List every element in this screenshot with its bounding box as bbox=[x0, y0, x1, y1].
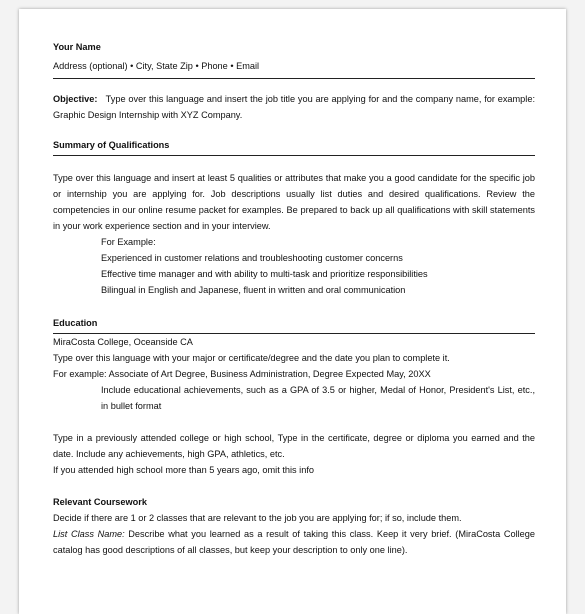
contact-line: Address (optional) • City, State Zip • Phone • Email bbox=[53, 61, 260, 71]
qualifications-intro: Type over this language and insert at least 5 qualities or attributes that make you a good candidate for the specific job or internship you are applying for. Job descriptions usually list duties and desired qualifications. Review the competencies in our online resume packet for examples. Be prepared to back up all qualifications with skill statements in your work experience section and in your interview. bbox=[53, 173, 535, 231]
education-achievements: Include educational achievements, such as a GPA of 3.5 or higher, Medal of Honor, President's List, etc., in bullet format bbox=[101, 385, 535, 411]
education-school: MiraCosta College, Oceanside CA bbox=[53, 337, 193, 347]
coursework-list-label: List Class Name: bbox=[53, 529, 125, 539]
education-high-school-note: If you attended high school more than 5 years ago, omit this info bbox=[53, 465, 314, 475]
qualification-example-2: Effective time manager and with ability to multi-task and prioritize responsibilities bbox=[101, 269, 428, 279]
example-label: For Example: bbox=[101, 237, 156, 247]
education-example: For example: Associate of Art Degree, Business Administration, Degree Expected May, 20XX bbox=[53, 369, 431, 379]
coursework-list-text: Describe what you learned as a result of taking this class. Keep it very brief. (MiraCosta College catalog has good descriptions of all classes, but keep your description to only one line). bbox=[53, 529, 535, 555]
resume-content bbox=[53, 39, 535, 558]
coursework-list-paragraph bbox=[53, 526, 535, 558]
education-heading: Education bbox=[53, 318, 98, 328]
qualifications-heading: Summary of Qualifications bbox=[53, 140, 170, 150]
education-previous: Type in a previously attended college or high school, Type in the certificate, degree or diploma you earned and the date. Include any achievements, high GPA, athletics, etc. bbox=[53, 433, 535, 459]
objective-paragraph bbox=[53, 91, 535, 123]
document-page bbox=[19, 9, 566, 614]
qualification-example-3: Bilingual in English and Japanese, fluent in written and oral communication bbox=[101, 285, 406, 295]
coursework-decide: Decide if there are 1 or 2 classes that are relevant to the job you are applying for; if so, include them. bbox=[53, 513, 462, 523]
qualification-example-1: Experienced in customer relations and troubleshooting customer concerns bbox=[101, 253, 403, 263]
education-instruction: Type over this language with your major or certificate/degree and the date you plan to complete it. bbox=[53, 353, 450, 363]
objective-text: Type over this language and insert the job title you are applying for and the company name, for example: Graphic Design Internship with XYZ Company. bbox=[53, 94, 535, 120]
resume-name: Your Name bbox=[53, 42, 101, 52]
coursework-heading: Relevant Coursework bbox=[53, 497, 147, 507]
objective-label: Objective: bbox=[53, 94, 98, 104]
